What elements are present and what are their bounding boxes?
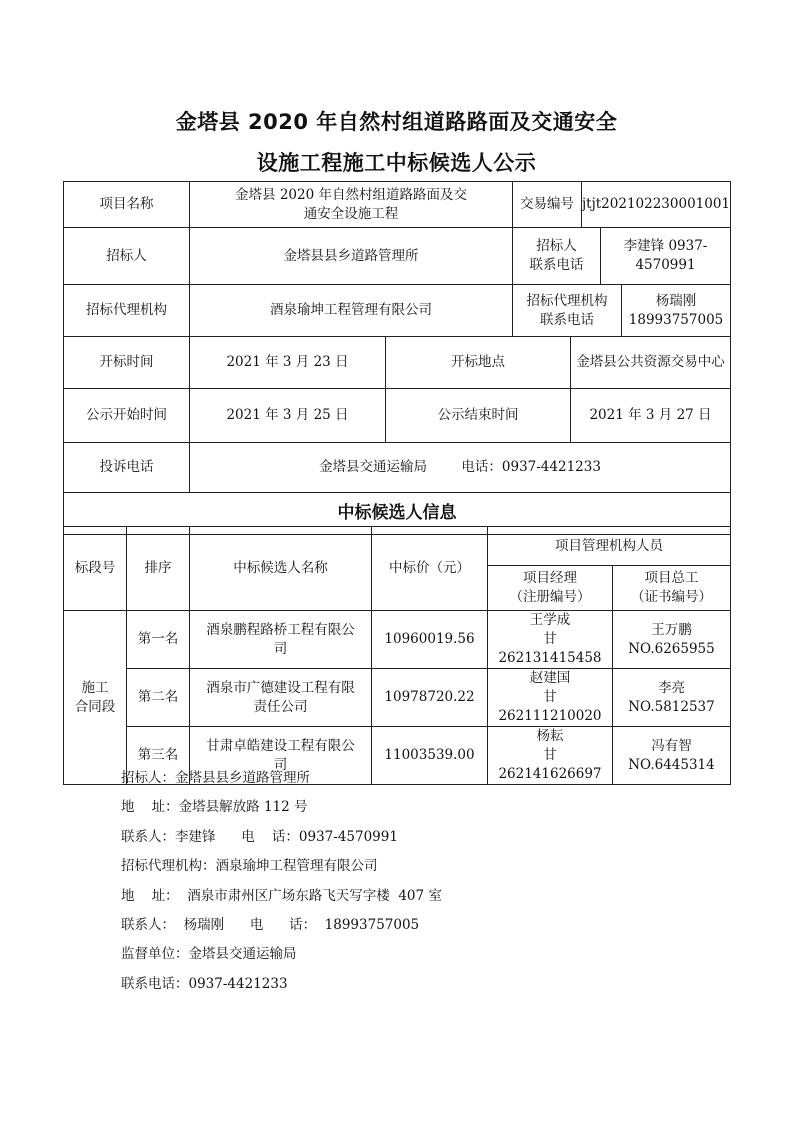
tenderer-phone-label: 招标人 联系电话 bbox=[529, 238, 584, 273]
pub-end-value: 2021 年 3 月 27 日 bbox=[571, 389, 731, 443]
agency-row bbox=[64, 285, 731, 337]
name-cell: 酒泉鹏程路桥工程有限公 司 bbox=[190, 611, 372, 669]
project-name-row bbox=[64, 182, 731, 228]
open-time-value: 2021 年 3 月 23 日 bbox=[190, 337, 386, 389]
agency-label: 招标代理机构 bbox=[64, 285, 190, 337]
tenderer-value: 金塔县县乡道路管理所 bbox=[190, 228, 513, 285]
tenderer-phone-value: 李建锋 0937-4570991 bbox=[600, 228, 730, 284]
tenderer-label: 招标人 bbox=[64, 228, 190, 285]
document-title-line-2: 设施工程施工中标候选人公示 bbox=[256, 151, 537, 175]
name-header: 中标候选人名称 bbox=[190, 527, 372, 611]
lot-cell: 施工 合同段 bbox=[64, 611, 127, 785]
document-title-line-1: 金塔县 2020 年自然村组道路路面及交通安全 bbox=[175, 110, 618, 134]
project-name-label: 项目名称 bbox=[64, 182, 190, 228]
name-cell: 甘肃卓皓建设工程有限公 司 bbox=[190, 727, 372, 785]
open-place-value: 金塔县公共资源交易中心 bbox=[571, 337, 731, 389]
project-name-value-line-2: 通安全设施工程 bbox=[303, 205, 399, 222]
rank-header: 排序 bbox=[127, 527, 190, 611]
trade-no-value: jtjt202102230001001 bbox=[581, 182, 730, 227]
name-cell: 酒泉市广德建设工程有限 责任公司 bbox=[190, 669, 372, 727]
pub-start-value: 2021 年 3 月 25 日 bbox=[190, 389, 386, 443]
rank-cell: 第二名 bbox=[127, 669, 190, 727]
footer-line: 地 址：金塔县解放路 112 号 bbox=[121, 799, 308, 816]
rank-cell: 第三名 bbox=[127, 727, 190, 785]
contact-footer bbox=[121, 764, 721, 999]
candidate-header-row-1 bbox=[64, 527, 731, 566]
te-cell: 李亮 NO.5812537 bbox=[613, 669, 731, 727]
footer-line: 联系电话：0937-4421233 bbox=[121, 975, 288, 992]
agency-value: 酒泉瑜坤工程管理有限公司 bbox=[190, 285, 513, 337]
agency-phone-label: 招标代理机构 联系电话 bbox=[526, 292, 608, 328]
price-cell: 10960019.56 bbox=[372, 611, 488, 669]
trade-no-label: 交易编号 bbox=[519, 196, 574, 212]
pm-cell: 王学成 甘 262131415458 bbox=[488, 611, 613, 669]
org-header: 项目管理机构人员 bbox=[488, 527, 731, 566]
rank-cell: 第一名 bbox=[127, 611, 190, 669]
candidate-section-title: 中标候选人信息 bbox=[64, 493, 731, 535]
open-time-label: 开标时间 bbox=[64, 337, 190, 389]
complaint-row bbox=[64, 443, 731, 493]
footer-line: 联系人：李建锋 电 话：0937-4570991 bbox=[121, 828, 398, 845]
pm-cell: 赵建国 甘 262111210020 bbox=[488, 669, 613, 727]
footer-line: 招标代理机构：酒泉瑜坤工程管理有限公司 bbox=[121, 858, 378, 875]
agency-phone-value: 杨瑞刚 18993757005 bbox=[621, 285, 730, 336]
project-name-value-line-1: 金塔县 2020 年自然村组道路路面及交 bbox=[235, 186, 467, 203]
pm-header: 项目经理 （注册编号） bbox=[488, 566, 613, 611]
lot-header: 标段号 bbox=[64, 527, 127, 611]
price-cell: 11003539.00 bbox=[372, 727, 488, 785]
table-row bbox=[64, 669, 731, 727]
te-cell: 王万鹏 NO.6265955 bbox=[613, 611, 731, 669]
price-cell: 10978720.22 bbox=[372, 669, 488, 727]
price-header: 中标价（元） bbox=[372, 527, 488, 611]
complaint-label: 投诉电话 bbox=[64, 443, 190, 493]
candidate-table bbox=[63, 526, 731, 785]
open-place-label: 开标地点 bbox=[386, 337, 571, 389]
pub-end-label: 公示结束时间 bbox=[386, 389, 571, 443]
footer-line: 联系人： 杨瑞刚 电 话： 18993757005 bbox=[121, 917, 420, 934]
opening-row bbox=[64, 337, 731, 389]
footer-line: 地 址： 酒泉市肃州区广场东路飞天写字楼 407 室 bbox=[121, 887, 442, 904]
complaint-value: 金塔县交通运输局 电话：0937-4421233 bbox=[190, 443, 731, 493]
pub-start-label: 公示开始时间 bbox=[64, 389, 190, 443]
te-cell: 冯有智 NO.6445314 bbox=[613, 727, 731, 785]
te-header: 项目总工 （证书编号） bbox=[613, 566, 731, 611]
footer-line: 监督单位：金塔县交通运输局 bbox=[121, 946, 297, 963]
pm-cell: 杨耘 甘 262141626697 bbox=[488, 727, 613, 785]
table-row bbox=[64, 611, 731, 669]
footer-line: 招标人：金塔县县乡道路管理所 bbox=[121, 770, 310, 786]
project-info-table bbox=[63, 181, 731, 535]
publicity-row bbox=[64, 389, 731, 443]
tenderer-row bbox=[64, 228, 731, 285]
project-name-value bbox=[190, 182, 513, 228]
